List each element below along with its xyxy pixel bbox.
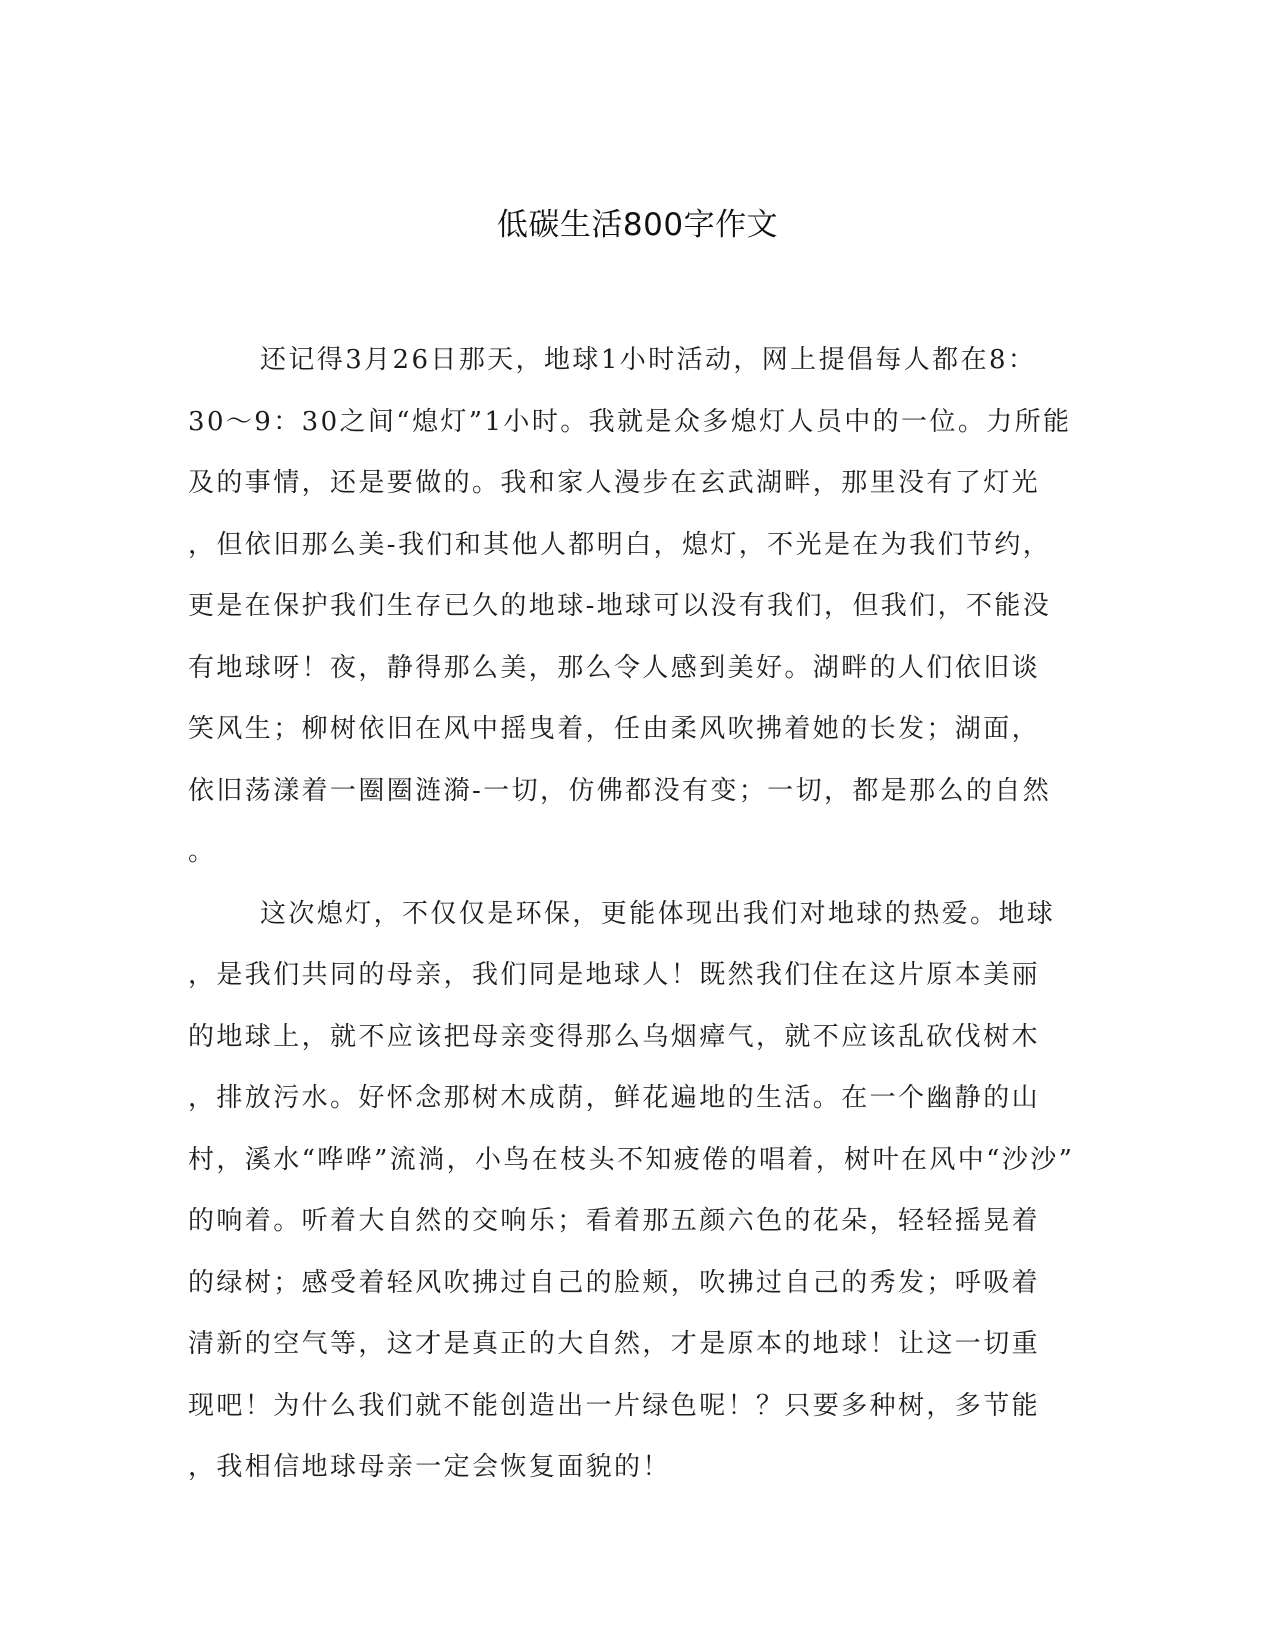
- text-line: 的地球上，就不应该把母亲变得那么乌烟瘴气，就不应该乱砍伐树木: [188, 1021, 1041, 1052]
- text-line: 有地球呀！夜，静得那么美，那么令人感到美好。湖畔的人们依旧谈: [188, 652, 1041, 683]
- document-body: [188, 330, 1093, 1499]
- text-line: ，排放污水。好怀念那树木成荫，鲜花遍地的生活。在一个幽静的山: [188, 1083, 1041, 1113]
- text-line: 。: [188, 837, 217, 867]
- text-line: ，我相信地球母亲一定会恢复面貌的！: [188, 1452, 671, 1482]
- text-line: 现吧！为什么我们就不能创造出一片绿色呢！？只要多种树，多节能: [188, 1390, 1041, 1421]
- text-line: 30～9：30之间“熄灯”1小时。我就是众多熄灯人员中的一位。力所能: [188, 406, 1072, 437]
- text-line: 的绿树；感受着轻风吹拂过自己的脸颊，吹拂过自己的秀发；呼吸着: [188, 1267, 1041, 1298]
- text-line: 依旧荡漾着一圈圈涟漪-一切，仿佛都没有变；一切，都是那么的自然: [188, 775, 1052, 806]
- text-line: ，但依旧那么美-我们和其他人都明白，熄灯，不光是在为我们节约，: [188, 529, 1052, 560]
- text-line: ，是我们共同的母亲，我们同是地球人！既然我们住在这片原本美丽: [188, 960, 1041, 990]
- text-line: 这次熄灯，不仅仅是环保，更能体现出我们对地球的热爱。地球: [260, 898, 1056, 929]
- text-line: 清新的空气等，这才是真正的大自然，才是原本的地球！让这一切重: [188, 1329, 1041, 1359]
- paragraph-2: [188, 884, 1093, 1499]
- text-line: 及的事情，还是要做的。我和家人漫步在玄武湖畔，那里没有了灯光: [188, 468, 1041, 498]
- text-line: 还记得3月26日那天，地球1小时活动，网上提倡每人都在8：: [260, 345, 1037, 375]
- document-title: 低碳生活800字作文: [496, 207, 779, 243]
- text-line: 更是在保护我们生存已久的地球-地球可以没有我们，但我们，不能没: [188, 591, 1052, 621]
- paragraph-1: [188, 330, 1093, 884]
- text-line: 村，溪水“哗哗”流淌，小鸟在枝头不知疲倦的唱着，树叶在风中“沙沙”: [188, 1144, 1075, 1175]
- text-line: 的响着。听着大自然的交响乐；看着那五颜六色的花朵，轻轻摇晃着: [188, 1206, 1041, 1236]
- text-line: 笑风生；柳树依旧在风中摇曳着，任由柔风吹拂着她的长发；湖面，: [188, 714, 1041, 744]
